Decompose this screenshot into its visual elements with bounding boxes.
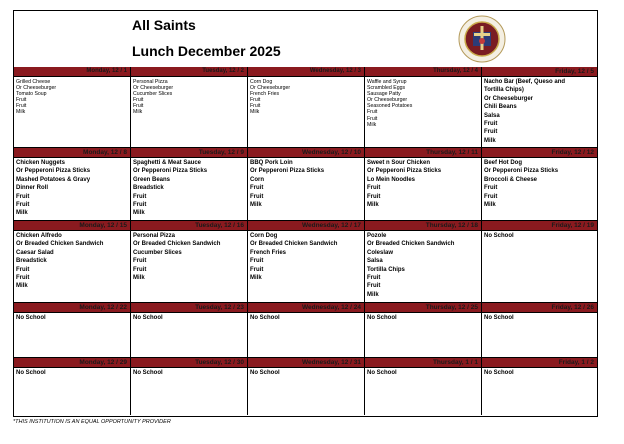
day-date-label: Thursday, 12 / 4 xyxy=(365,67,481,77)
menu-item: Tortilla Chips xyxy=(367,266,405,273)
menu-item: No School xyxy=(133,370,163,376)
menu-item: Milk xyxy=(250,202,262,209)
menu-item-list xyxy=(482,231,597,240)
week-grid xyxy=(14,67,597,415)
menu-item: Milk xyxy=(133,210,145,217)
day-date-label: Friday, 12 / 19 xyxy=(482,221,597,231)
menu-item: No School xyxy=(484,315,514,321)
menu-item: Or Pepperoni Pizza Sticks xyxy=(367,168,442,175)
menu-item-list xyxy=(131,158,247,218)
menu-item: French Fries xyxy=(250,91,280,98)
day-cell xyxy=(248,303,365,357)
day-date-label: Wednesday, 12 / 17 xyxy=(248,221,364,231)
day-cell xyxy=(248,221,365,302)
menu-item: Corn Dog xyxy=(250,233,278,239)
day-date-label: Wednesday, 12 / 31 xyxy=(248,358,364,368)
menu-item: Fruit xyxy=(250,266,264,273)
menu-header xyxy=(14,11,597,68)
menu-item: Grilled Cheese xyxy=(16,79,51,85)
week-row xyxy=(14,148,597,221)
menu-item-list xyxy=(248,313,364,322)
day-date-label: Thursday, 1 / 1 xyxy=(365,358,481,368)
menu-item-list xyxy=(365,158,481,209)
menu-item: Tomato Soup xyxy=(16,91,47,98)
menu-item: Personal Pizza xyxy=(133,79,168,85)
day-cell xyxy=(365,358,482,415)
menu-item: Or Cheeseburger xyxy=(484,95,534,102)
day-date-label: Tuesday, 12 / 30 xyxy=(131,358,247,368)
menu-title: Lunch December 2025 xyxy=(132,43,281,59)
menu-item: Fruit xyxy=(250,258,264,265)
menu-item: Milk xyxy=(250,275,262,282)
menu-item: Dinner Roll xyxy=(16,185,49,192)
day-date-label: Monday, 12 / 8 xyxy=(14,148,130,158)
day-cell xyxy=(131,221,248,302)
week-row xyxy=(14,303,597,358)
menu-item: Fruit xyxy=(367,115,378,122)
equal-opportunity-footer: *THIS INSTITUTION IS AN EQUAL OPPORTUNITY PROVIDER xyxy=(13,419,171,425)
menu-item: Fruit xyxy=(367,185,381,192)
menu-item: French Fries xyxy=(250,249,287,256)
menu-item: No School xyxy=(367,370,397,376)
day-date-label: Wednesday, 12 / 24 xyxy=(248,303,364,313)
day-date-label: Friday, 12 / 5 xyxy=(482,67,597,77)
menu-item: BBQ Pork Loin xyxy=(250,160,293,166)
menu-item: Fruit xyxy=(133,202,147,209)
menu-item: Fruit xyxy=(367,193,381,200)
menu-item: Fruit xyxy=(367,275,381,282)
menu-item-list xyxy=(482,77,597,145)
menu-item: Or Pepperoni Pizza Sticks xyxy=(133,168,208,175)
day-cell xyxy=(14,221,131,302)
menu-item: Or Cheeseburger xyxy=(16,85,57,92)
menu-item: No School xyxy=(367,315,397,321)
menu-item: Milk xyxy=(367,121,377,128)
menu-item: Or Pepperoni Pizza Sticks xyxy=(250,168,325,175)
menu-item: Fruit xyxy=(133,97,144,104)
menu-item: Fruit xyxy=(133,193,147,200)
menu-item: Tortilla Chips) xyxy=(484,87,524,94)
menu-item: Pozole xyxy=(367,233,387,239)
menu-item-list xyxy=(365,231,481,299)
menu-item: Milk xyxy=(133,109,143,116)
menu-item-list xyxy=(248,368,364,377)
menu-item: Or Breaded Chicken Sandwich xyxy=(250,241,338,248)
menu-item-list xyxy=(14,158,130,218)
menu-item: Chili Beans xyxy=(484,104,517,111)
menu-item: Milk xyxy=(484,202,496,209)
menu-item: Fruit xyxy=(250,185,264,192)
day-date-label: Monday, 12 / 15 xyxy=(14,221,130,231)
menu-item: Mashed Potatoes & Gravy xyxy=(16,176,91,183)
menu-item: Or Pepperoni Pizza Sticks xyxy=(484,168,559,175)
menu-item-list xyxy=(14,77,130,116)
menu-item: Fruit xyxy=(250,193,264,200)
menu-item: Fruit xyxy=(484,193,498,200)
day-cell xyxy=(14,358,131,415)
day-date-label: Monday, 12 / 29 xyxy=(14,358,130,368)
menu-item: Fruit xyxy=(250,97,261,104)
school-name: All Saints xyxy=(132,17,196,33)
menu-item: Fruit xyxy=(484,121,498,128)
menu-item: Sweet n Sour Chicken xyxy=(367,160,431,166)
day-date-label: Tuesday, 12 / 16 xyxy=(131,221,247,231)
menu-item: Fruit xyxy=(16,193,30,200)
menu-item-list xyxy=(248,231,364,282)
menu-item: Fruit xyxy=(16,202,30,209)
day-cell xyxy=(365,148,482,220)
menu-item: Cucumber Slices xyxy=(133,91,173,98)
menu-item: Or Cheeseburger xyxy=(367,97,408,104)
menu-item-list xyxy=(482,368,597,377)
menu-item: No School xyxy=(16,315,46,321)
school-seal-logo xyxy=(458,15,506,63)
day-date-label: Friday, 12 / 12 xyxy=(482,148,597,158)
menu-item-list xyxy=(131,313,247,322)
day-cell xyxy=(482,67,597,147)
menu-item: Lo Mein Noodles xyxy=(367,176,415,183)
day-cell xyxy=(248,67,365,147)
menu-item: Salsa xyxy=(367,258,383,265)
menu-item: Caesar Salad xyxy=(16,249,54,256)
menu-item: No School xyxy=(250,315,280,321)
week-row xyxy=(14,221,597,303)
menu-item: No School xyxy=(484,370,514,376)
menu-item: Fruit xyxy=(133,103,144,110)
menu-item: Personal Pizza xyxy=(133,233,176,239)
day-date-label: Friday, 12 / 26 xyxy=(482,303,597,313)
menu-item-list xyxy=(248,158,364,209)
menu-item: Fruit xyxy=(367,109,378,116)
menu-item-list xyxy=(248,77,364,116)
menu-item: Fruit xyxy=(484,185,498,192)
day-cell xyxy=(131,303,248,357)
menu-item: Beef Hot Dog xyxy=(484,160,522,166)
day-date-label: Wednesday, 12 / 3 xyxy=(248,67,364,77)
day-cell xyxy=(14,303,131,357)
day-date-label: Monday, 12 / 22 xyxy=(14,303,130,313)
menu-item: Corn xyxy=(250,176,264,183)
menu-item-list xyxy=(365,77,481,128)
menu-item: Breadstick xyxy=(133,185,164,192)
menu-item: No School xyxy=(484,233,514,239)
menu-item: Milk xyxy=(250,109,260,116)
day-date-label: Thursday, 12 / 11 xyxy=(365,148,481,158)
menu-item: Milk xyxy=(16,210,28,217)
menu-item: Coleslaw xyxy=(367,249,394,256)
day-date-label: Wednesday, 12 / 10 xyxy=(248,148,364,158)
menu-item: Breadstick xyxy=(16,258,47,265)
menu-item: Milk xyxy=(133,275,145,282)
week-row xyxy=(14,67,597,148)
day-cell xyxy=(14,148,131,220)
menu-item: Green Beans xyxy=(133,176,171,183)
menu-item: Or Breaded Chicken Sandwich xyxy=(133,241,221,248)
menu-item-list xyxy=(365,313,481,322)
menu-item: Fruit xyxy=(367,283,381,290)
day-cell xyxy=(482,303,597,357)
day-cell xyxy=(14,67,131,147)
menu-item-list xyxy=(482,158,597,209)
day-date-label: Tuesday, 12 / 9 xyxy=(131,148,247,158)
menu-item: Fruit xyxy=(133,266,147,273)
day-date-label: Friday, 1 / 2 xyxy=(482,358,597,368)
menu-item: Corn Dog xyxy=(250,79,273,85)
day-cell xyxy=(482,221,597,302)
day-date-label: Thursday, 12 / 18 xyxy=(365,221,481,231)
menu-item: Or Cheeseburger xyxy=(133,85,174,92)
menu-item: Cucumber Slices xyxy=(133,249,182,256)
week-row xyxy=(14,358,597,415)
menu-item: Fruit xyxy=(16,103,27,110)
day-cell xyxy=(365,303,482,357)
menu-item: Spaghetti & Meat Sauce xyxy=(133,160,202,166)
menu-item: Salsa xyxy=(484,112,500,119)
menu-item-list xyxy=(482,313,597,322)
menu-item-list xyxy=(14,368,130,377)
menu-item-list xyxy=(14,313,130,322)
menu-item: Fruit xyxy=(250,103,261,110)
menu-item: No School xyxy=(16,370,46,376)
menu-item: Seasoned Potatoes xyxy=(367,103,413,110)
day-cell xyxy=(482,148,597,220)
day-cell xyxy=(365,67,482,147)
day-cell xyxy=(131,67,248,147)
menu-item-list xyxy=(131,368,247,377)
menu-item: Or Pepperoni Pizza Sticks xyxy=(16,168,91,175)
menu-item: No School xyxy=(250,370,280,376)
menu-item: Fruit xyxy=(16,97,27,104)
day-date-label: Tuesday, 12 / 2 xyxy=(131,67,247,77)
day-cell xyxy=(131,148,248,220)
menu-item-list xyxy=(365,368,481,377)
menu-item: Milk xyxy=(16,109,26,116)
day-cell xyxy=(365,221,482,302)
menu-item-list xyxy=(14,231,130,291)
menu-item: No School xyxy=(133,315,163,321)
menu-item: Milk xyxy=(16,283,28,290)
menu-item: Broccoli & Cheese xyxy=(484,176,538,183)
menu-item: Or Breaded Chicken Sandwich xyxy=(16,241,104,248)
menu-item-list xyxy=(131,77,247,116)
menu-calendar xyxy=(13,10,598,417)
day-cell xyxy=(482,358,597,415)
day-date-label: Tuesday, 12 / 23 xyxy=(131,303,247,313)
day-cell xyxy=(248,358,365,415)
menu-item: Scrambled Eggs xyxy=(367,85,406,92)
menu-item: Milk xyxy=(367,291,379,298)
menu-item: Fruit xyxy=(16,266,30,273)
menu-item: Chicken Nuggets xyxy=(16,160,66,166)
menu-item: Sausage Patty xyxy=(367,91,401,98)
menu-item: Or Breaded Chicken Sandwich xyxy=(367,241,455,248)
menu-item: Nacho Bar (Beef, Queso and xyxy=(484,79,566,85)
day-cell xyxy=(131,358,248,415)
menu-item: Or Cheeseburger xyxy=(250,85,291,92)
menu-item-list xyxy=(131,231,247,282)
menu-item: Fruit xyxy=(16,275,30,282)
menu-item: Fruit xyxy=(484,129,498,136)
menu-item: Fruit xyxy=(133,258,147,265)
day-date-label: Thursday, 12 / 25 xyxy=(365,303,481,313)
menu-item: Chicken Alfredo xyxy=(16,233,62,239)
day-date-label: Monday, 12 / 1 xyxy=(14,67,130,77)
menu-item: Milk xyxy=(484,137,496,144)
day-cell xyxy=(248,148,365,220)
menu-item: Waffle and Syrup xyxy=(367,79,407,85)
menu-item: Milk xyxy=(367,202,379,209)
